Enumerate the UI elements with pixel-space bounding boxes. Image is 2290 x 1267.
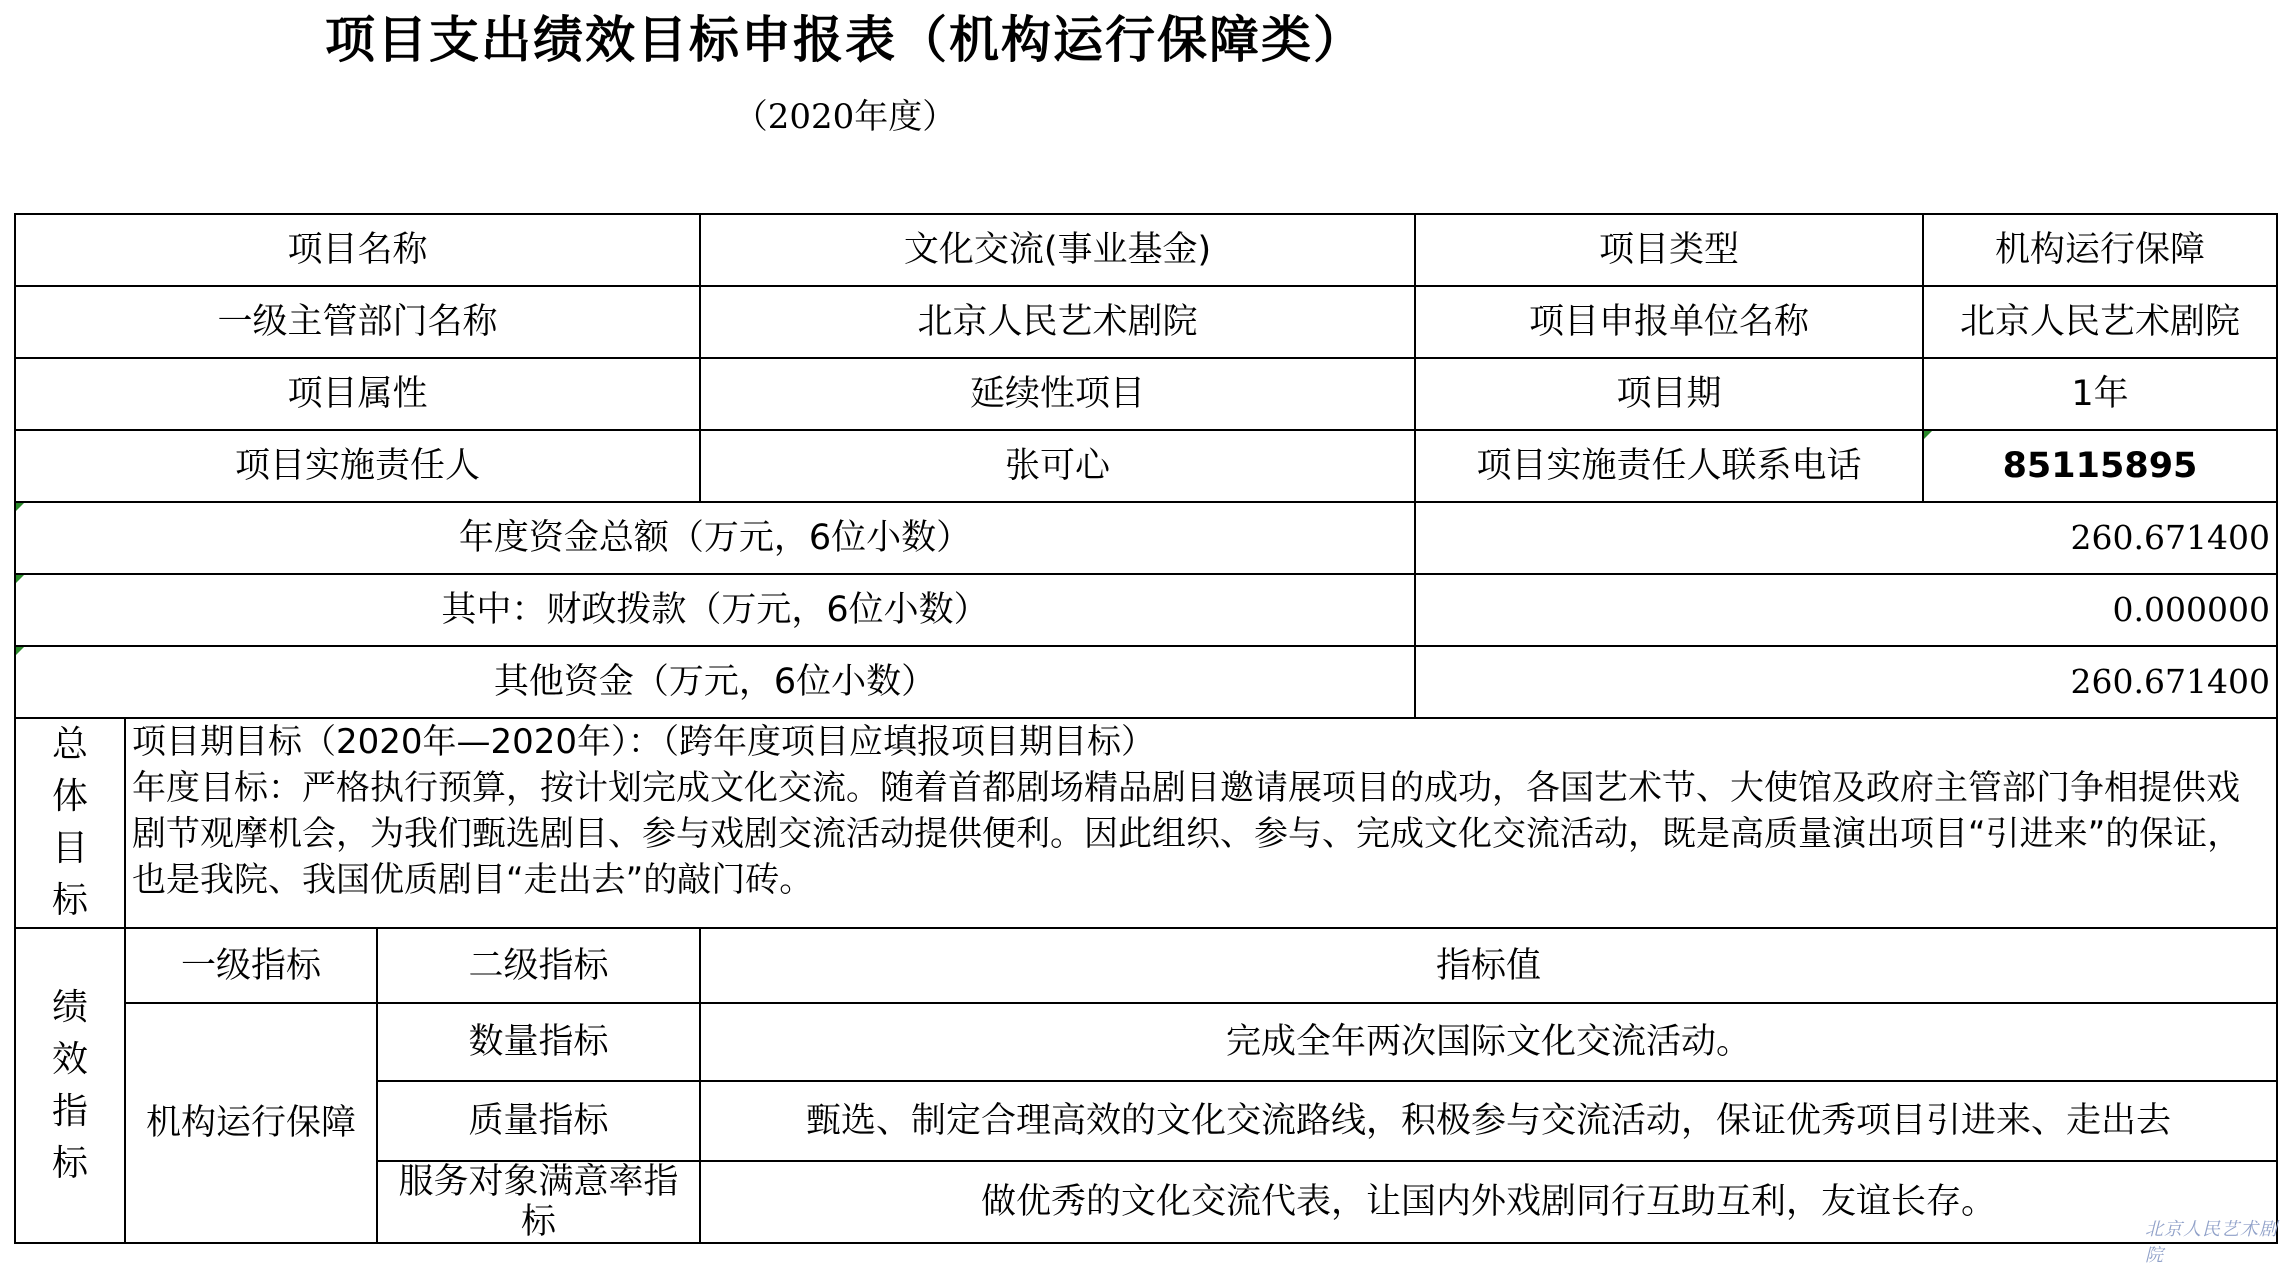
indicator-value: 甄选、制定合理高效的文化交流路线，积极参与交流活动，保证优秀项目引进来、走出去 bbox=[700, 1081, 2277, 1161]
unit-value: 北京人民艺术剧院 bbox=[1923, 286, 2277, 358]
level2-value: 质量指标 bbox=[377, 1081, 700, 1161]
col-value-header: 指标值 bbox=[700, 928, 2277, 1003]
overall-goal-char: 总 bbox=[51, 724, 88, 765]
dept-value: 北京人民艺术剧院 bbox=[700, 286, 1415, 358]
person-value: 张可心 bbox=[700, 430, 1415, 502]
overall-goal-char: 标 bbox=[51, 880, 88, 921]
row-department bbox=[15, 286, 2277, 358]
row-attribute bbox=[15, 358, 2277, 430]
indicator-char: 效 bbox=[51, 1038, 88, 1080]
col-level2-header: 二级指标 bbox=[377, 928, 700, 1003]
performance-report-table bbox=[14, 213, 2278, 1244]
overall-goal-label bbox=[15, 718, 125, 928]
row-person bbox=[15, 430, 2277, 502]
project-type-label: 项目类型 bbox=[1415, 214, 1923, 286]
fiscal-funds-label: 其中：财政拨款（万元，6位小数） bbox=[15, 574, 1415, 646]
overall-goal-text bbox=[125, 718, 2277, 928]
total-funds-value: 260.671400 bbox=[1415, 502, 2277, 574]
other-funds-value: 260.671400 bbox=[1415, 646, 2277, 718]
goal-annual-text: 年度目标：严格执行预算，按计划完成文化交流。随着首都剧场精品剧目邀请展项目的成功，各国艺术节、大使馆及政府主管部门争相提供戏剧节观摩机会，为我们甄选剧目、参与戏剧交流活动提供便利。因此组织、参与、完成文化交流活动，既是高质量演出项目“引进来”的保证，也是我院、我国优质剧目“走出去”的敲门砖。 bbox=[132, 768, 2242, 900]
indicator-value: 做优秀的文化交流代表，让国内外戏剧同行互助互利，友谊长存。 bbox=[700, 1161, 2277, 1243]
fiscal-funds-value: 0.000000 bbox=[1415, 574, 2277, 646]
period-value: 1年 bbox=[1923, 358, 2277, 430]
indicator-char: 指 bbox=[51, 1090, 88, 1132]
unit-label: 项目申报单位名称 bbox=[1415, 286, 1923, 358]
period-label: 项目期 bbox=[1415, 358, 1923, 430]
attr-value: 延续性项目 bbox=[700, 358, 1415, 430]
row-indicator-header bbox=[15, 928, 2277, 1003]
level2-value: 数量指标 bbox=[377, 1003, 700, 1081]
dept-label: 一级主管部门名称 bbox=[15, 286, 700, 358]
goal-period-line: 项目期目标（2020年—2020年）：（跨年度项目应填报项目期目标） bbox=[132, 722, 1156, 762]
phone-label: 项目实施责任人联系电话 bbox=[1415, 430, 1923, 502]
row-project-name bbox=[15, 214, 2277, 286]
project-name-value: 文化交流(事业基金) bbox=[700, 214, 1415, 286]
indicator-char: 标 bbox=[51, 1142, 88, 1184]
row-total-funds bbox=[15, 502, 2277, 574]
indicator-char: 绩 bbox=[51, 986, 88, 1028]
level1-value: 机构运行保障 bbox=[125, 1003, 377, 1243]
indicator-row bbox=[15, 1003, 2277, 1081]
row-other-funds bbox=[15, 646, 2277, 718]
indicator-value: 完成全年两次国际文化交流活动。 bbox=[700, 1003, 2277, 1081]
person-label: 项目实施责任人 bbox=[15, 430, 700, 502]
watermark: 北京人民艺术剧院 bbox=[2145, 1219, 2278, 1266]
row-fiscal-funds bbox=[15, 574, 2277, 646]
project-type-value: 机构运行保障 bbox=[1923, 214, 2277, 286]
total-funds-label: 年度资金总额（万元，6位小数） bbox=[15, 502, 1415, 574]
page-subtitle: （2020年度） bbox=[733, 97, 957, 137]
phone-value: 85115895 bbox=[1923, 430, 2277, 502]
level2-value: 服务对象满意率指标 bbox=[377, 1161, 700, 1243]
col-level1-header: 一级指标 bbox=[125, 928, 377, 1003]
other-funds-label: 其他资金（万元，6位小数） bbox=[15, 646, 1415, 718]
attr-label: 项目属性 bbox=[15, 358, 700, 430]
row-overall-goal bbox=[15, 718, 2277, 928]
page-title: 项目支出绩效目标申报表（机构运行保障类） bbox=[325, 11, 1365, 69]
project-name-label: 项目名称 bbox=[15, 214, 700, 286]
overall-goal-char: 体 bbox=[51, 776, 88, 817]
overall-goal-char: 目 bbox=[51, 828, 88, 869]
performance-indicator-label bbox=[15, 928, 125, 1243]
